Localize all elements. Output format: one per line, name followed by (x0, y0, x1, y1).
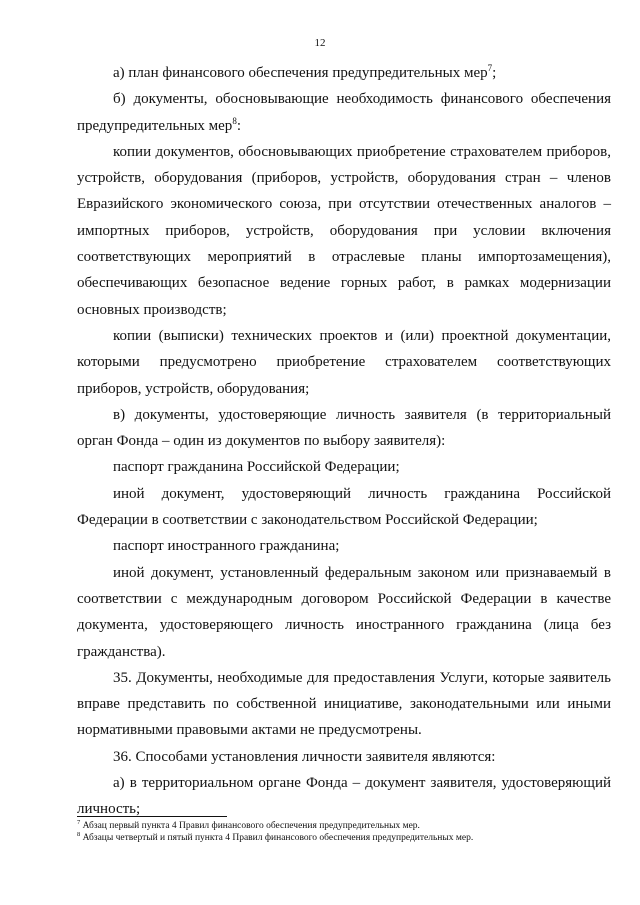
paragraph-copies-documents: копии документов, обосновывающих приобретение страхователем приборов, устройств, оборудования (приборов, устройств, оборудования стран – членов Евразийского экономического союза, при отсутствии отечественных аналогов – импортных приборов, устройств, оборудования при условии включения соответствующих мероприятий в отраслевые планы импортозамещения), обеспечивающих безопасное ведение горных работ, в рамках модернизации основных производств; (77, 143, 611, 318)
footnote-8: $^8$ Абзацы четвертый и пятый пункта 4 Правил финансового обеспечения предупредительных мер. (77, 830, 474, 843)
paragraph-plan: а) план финансового обеспечения предупредительных мер$^7$; (113, 63, 497, 81)
paragraph-copies-projects: копии (выписки) технических проектов и (или) проектной документации, которыми предусмотрено приобретение страхователем соответствующих приборов, устройств, оборудования; (77, 327, 611, 397)
paragraph-item-35: 35. Документы, необходимые для предоставления Услуги, которые заявитель вправе представить по собственной инициативе, законодательными или иными нормативными правовыми актами не предусмотрены. (77, 669, 611, 739)
page-number: 12 (314, 37, 326, 49)
footnotes (77, 820, 611, 844)
footnote-divider (77, 816, 227, 817)
paragraph-other-document-foreign: иной документ, установленный федеральным законом или признаваемый в соответствии с международным договором Российской Федерации в качестве документа, удостоверяющего личность иностранного гражданина (лица без гражданства). (77, 564, 611, 660)
paragraph-identity-documents: в) документы, удостоверяющие личность заявителя (в территориальный орган Фонда – один из документов по выбору заявителя): (77, 406, 611, 450)
footnote-ref-8: 8 (232, 115, 237, 126)
paragraph-documents: б) документы, обосновывающие необходимость финансового обеспечения предупредительных мер$^8$: (77, 91, 611, 134)
footnote-7: $^7$ Абзац первый пункта 4 Правил финансового обеспечения предупредительных мер. (77, 818, 420, 831)
paragraph-item-36-a: а) в территориальном органе Фонда – документ заявителя, удостоверяющий личность; (77, 775, 611, 818)
document-body (77, 60, 611, 823)
paragraph-item-36: 36. Способами установления личности заявителя являются: (113, 748, 496, 765)
paragraph-other-document-rf: иной документ, удостоверяющий личность гражданина Российской Федерации в соответствии с законодательством Российской Федерации; (77, 485, 611, 529)
paragraph-passport-rf: паспорт гражданина Российской Федерации; (113, 459, 400, 476)
paragraph-passport-foreign: паспорт иностранного гражданина; (113, 538, 340, 555)
footnote-ref-7: 7 (487, 63, 493, 73)
